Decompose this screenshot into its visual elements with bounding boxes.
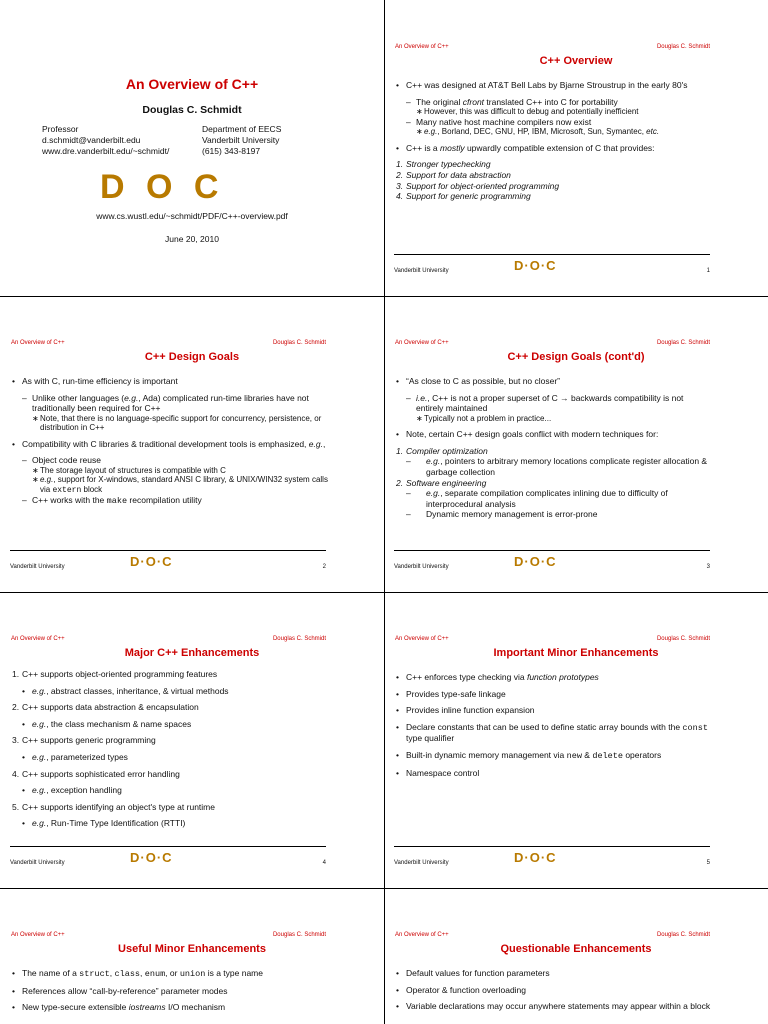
numbered-item: 2. Software engineering — [396, 477, 487, 488]
slide-footer — [10, 546, 326, 572]
date: June 20, 2010 — [165, 234, 219, 244]
numbered-item: 4. C++ supports sophisticated error handling — [12, 768, 180, 779]
header-title: An Overview of C++ — [11, 340, 65, 346]
sub-sub-bullet: ∗ Typically not a problem in practice... — [396, 414, 712, 424]
slide-6 — [0, 888, 384, 1024]
header-author: Douglas C. Schmidt — [272, 340, 326, 346]
bullet: • Namespace control — [396, 768, 712, 779]
doc-logo: D·O·C — [130, 850, 173, 865]
header-title: An Overview of C++ — [11, 636, 65, 642]
bullet: • The name of a struct, class, enum, or union is a type name — [12, 968, 328, 980]
bullet: • As with C, run-time efficiency is important — [12, 376, 328, 387]
numbered-item: 2. C++ supports data abstraction & encapsulation — [12, 702, 199, 713]
slide-4 — [0, 592, 384, 888]
header-author: Douglas C. Schmidt — [272, 636, 326, 642]
sub-bullet: – The original cfront translated C++ into C for portability — [396, 97, 712, 108]
slide-footer — [394, 250, 710, 276]
sub-bullet: • e.g., parameterized types — [22, 752, 328, 763]
slide-title: Questionable Enhancements — [500, 943, 652, 955]
slide-title: C++ Design Goals (cont'd) — [507, 351, 645, 363]
numbered-item: 5. C++ supports identifying an object's type at runtime — [12, 801, 215, 812]
header-author: Douglas C. Schmidt — [656, 932, 710, 938]
footer-university: Vanderbilt University — [394, 860, 449, 866]
header-title: An Overview of C++ — [395, 932, 449, 938]
slide-body — [396, 80, 712, 202]
bullet: • New type-secure extensible iostreams I/O mechanism — [12, 1002, 328, 1013]
numbered-item: 3. Support for object-oriented programming — [396, 180, 560, 191]
doc-logo: D·O·C — [514, 554, 557, 569]
header-author: Douglas C. Schmidt — [272, 932, 326, 938]
slide-title: Useful Minor Enhancements — [118, 943, 266, 955]
doc-logo: D·O·C — [130, 554, 173, 569]
doc-logo: D·O·C — [514, 850, 557, 865]
sub-sub-bullet: ∗ The storage layout of structures is compatible with C — [12, 466, 328, 476]
sub-sub-bullet: ∗ However, this was difficult to debug and potentially inefficient — [396, 107, 712, 117]
pdf-url[interactable]: www.cs.wustl.edu/~schmidt/PDF/C++-overview.pdf — [96, 211, 288, 221]
slide-number: 5 — [706, 860, 710, 866]
sub-bullet: – Dynamic memory management is error-prone — [396, 509, 712, 520]
sub-bullet: – Unlike other languages (e.g., Ada) complicated run-time libraries have not traditionally been required for C++ — [12, 393, 328, 414]
university: Vanderbilt University — [202, 135, 280, 145]
slide-3 — [384, 296, 768, 592]
slide-footer — [394, 842, 710, 868]
footer-university: Vanderbilt University — [10, 564, 65, 570]
bullet: • Provides inline function expansion — [396, 705, 712, 716]
sub-bullet: – Object code reuse — [12, 455, 328, 466]
sub-bullet: – Many native host machine compilers now exist — [396, 117, 712, 128]
doc-logo: D·O·C — [514, 258, 557, 273]
slide-5 — [384, 592, 768, 888]
bullet: • C++ was designed at AT&T Bell Labs by Bjarne Stroustrup in the early 80's — [396, 80, 712, 91]
sub-sub-bullet: ∗ e.g., support for X-windows, standard ANSI C library, & UNIX/WIN32 system calls via extern block — [12, 475, 328, 495]
slide-title: Important Minor Enhancements — [493, 647, 659, 659]
slide-title: Major C++ Enhancements — [124, 647, 260, 659]
bullet: • “As close to C as possible, but no closer” — [396, 376, 712, 387]
title-slide — [0, 0, 384, 296]
slide-number: 1 — [706, 268, 710, 274]
slide-body — [396, 672, 712, 778]
sub-bullet: – i.e., C++ is not a proper superset of C → backwards compatibility is not entirely maintained — [396, 393, 712, 414]
bullet: • Default values for function parameters — [396, 968, 712, 979]
sub-bullet: • e.g., Run-Time Type Identification (RTTI) — [22, 818, 328, 829]
bullet: • Built-in dynamic memory management via new & delete operators — [396, 750, 712, 762]
sub-bullet: • e.g., exception handling — [22, 785, 328, 796]
sub-sub-bullet: ∗ Note, that there is no language-specific support for concurrency, persistence, or distribution in C++ — [12, 414, 328, 433]
header-title: An Overview of C++ — [395, 636, 449, 642]
header-title: An Overview of C++ — [11, 932, 65, 938]
slide-header — [395, 340, 710, 350]
slide-header — [11, 340, 326, 350]
bullet: • References allow “call-by-reference” parameter modes — [12, 986, 328, 997]
slide-body — [396, 968, 712, 1012]
slide-header — [395, 636, 710, 646]
slide-number: 4 — [322, 860, 326, 866]
sub-bullet: • e.g., the class mechanism & name spaces — [22, 719, 328, 730]
numbered-item: 2. Support for data abstraction — [396, 169, 511, 180]
author-contact — [42, 124, 169, 157]
header-title: An Overview of C++ — [395, 340, 449, 346]
bullet: • Declare constants that can be used to define static array bounds with the const type qualifier — [396, 722, 712, 744]
doc-group-logo: D O C — [100, 168, 225, 206]
slide-header — [395, 44, 710, 54]
sub-bullet: • e.g., abstract classes, inheritance, & virtual methods — [22, 686, 328, 697]
footer-university: Vanderbilt University — [394, 564, 449, 570]
numbered-item: 1. Stronger typechecking — [396, 159, 491, 170]
bullet: • C++ enforces type checking via function prototypes — [396, 672, 712, 683]
header-author: Douglas C. Schmidt — [656, 636, 710, 642]
footer-university: Vanderbilt University — [394, 268, 449, 274]
footer-university: Vanderbilt University — [10, 860, 65, 866]
sub-bullet: – e.g., pointers to arbitrary memory locations complicate register allocation & garbage collection — [396, 456, 712, 477]
numbered-item: 4. Support for generic programming — [396, 191, 531, 202]
slide-body — [12, 376, 328, 507]
slide-7 — [384, 888, 768, 1024]
slide-1 — [384, 0, 768, 296]
slide-header — [11, 636, 326, 646]
header-author: Douglas C. Schmidt — [656, 340, 710, 346]
department: Department of EECS — [202, 124, 282, 134]
slide-header — [395, 932, 710, 942]
bullet: • Provides type-safe linkage — [396, 689, 712, 700]
slide-body — [12, 669, 328, 829]
bullet: • Variable declarations may occur anywhere statements may appear within a block — [396, 1001, 712, 1012]
phone: (615) 343-8197 — [202, 146, 261, 156]
slide-footer — [10, 842, 326, 868]
author-website[interactable]: www.dre.vanderbilt.edu/~schmidt/ — [42, 146, 170, 156]
author-role: Professor — [42, 124, 79, 134]
header-title: An Overview of C++ — [395, 44, 449, 50]
slide-number: 2 — [322, 564, 326, 570]
bullet: • Operator & function overloading — [396, 985, 712, 996]
slide-2 — [0, 296, 384, 592]
bullet: • Compatibility with C libraries & traditional development tools is emphasized, e.g., — [12, 439, 328, 450]
numbered-item: 1. Compiler optimization — [396, 445, 488, 456]
author-name: Douglas C. Schmidt — [142, 104, 242, 116]
author-affiliation — [202, 124, 281, 157]
slide-body — [12, 968, 328, 1013]
slide-header — [11, 932, 326, 942]
slide-title: C++ Design Goals — [144, 351, 240, 363]
bullet: • C++ is a mostly upwardly compatible extension of C that provides: — [396, 143, 712, 154]
sub-sub-bullet: ∗ e.g., Borland, DEC, GNU, HP, IBM, Microsoft, Sun, Symantec, etc. — [396, 127, 712, 137]
numbered-item: 1. C++ supports object-oriented programming features — [12, 669, 218, 679]
sub-bullet: – C++ works with the make recompilation utility — [12, 495, 328, 507]
slide-number: 3 — [706, 564, 710, 570]
slide-body — [396, 376, 712, 520]
sub-bullet: – e.g., separate compilation complicates inlining due to difficulty of interprocedural analysis — [396, 488, 712, 509]
bullet: • Note, certain C++ design goals conflict with modern techniques for: — [396, 429, 712, 440]
slide-footer — [394, 546, 710, 572]
presentation-title: An Overview of C++ — [125, 76, 259, 92]
slide-title: C++ Overview — [539, 55, 613, 67]
numbered-item: 3. C++ supports generic programming — [12, 735, 156, 746]
header-author: Douglas C. Schmidt — [656, 44, 710, 50]
author-email[interactable]: d.schmidt@vanderbilt.edu — [42, 135, 141, 145]
